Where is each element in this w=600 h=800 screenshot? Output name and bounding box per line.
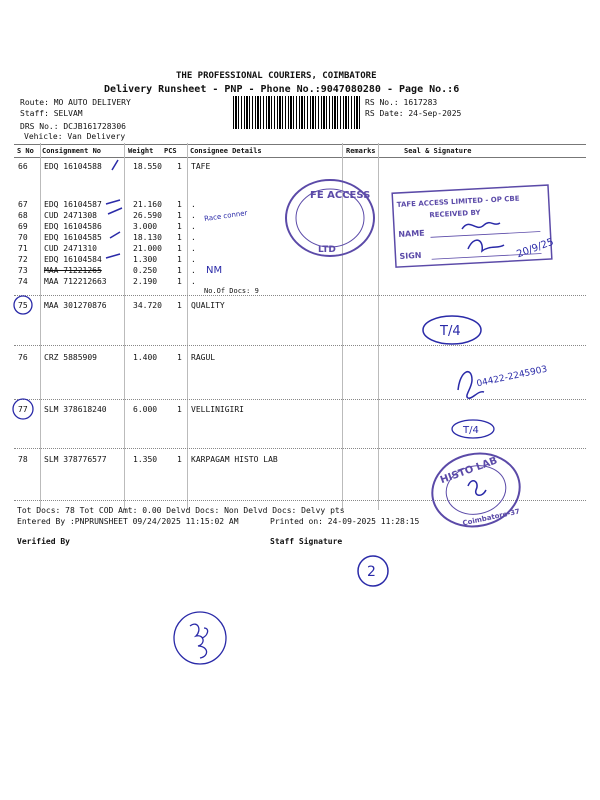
row-weight: 0.250 (133, 266, 158, 275)
barcode (233, 96, 361, 129)
row-pcs: 1 (177, 233, 182, 242)
row-pcs: 1 (177, 455, 182, 464)
t4-mark-vellinigiri (450, 418, 496, 440)
handwritten-date-signature: 20/9/25 (515, 236, 556, 261)
col-divider (187, 143, 188, 510)
row-consignment: SLM 378618240 (44, 405, 107, 414)
row-weight: 1.400 (133, 353, 158, 362)
histo-lab-text: HISTO LAB (438, 455, 499, 487)
group-doc-count: No.Of Docs: 9 (204, 287, 259, 295)
rs-date: RS Date: 24-Sep-2025 (365, 109, 462, 118)
row-weight: 18.550 (133, 162, 162, 171)
row-pcs: 1 (177, 353, 182, 362)
tafe-stamp-name: NAME (398, 228, 425, 239)
ltd-text: LTD (318, 245, 336, 255)
col-divider (40, 143, 41, 510)
tick-marks (100, 158, 140, 288)
row-consignee: . (191, 255, 196, 264)
row-sno: 70 (18, 233, 28, 242)
row-consignee: VELLINIGIRI (191, 405, 244, 414)
row-weight: 2.190 (133, 277, 158, 286)
staff-label: Staff: SELVAM (20, 109, 83, 118)
handwritten-note: Race conner (203, 209, 248, 223)
col-weight: Weight (128, 147, 154, 155)
row-consignment: EDQ 16104585 (44, 233, 102, 242)
row-sno: 73 (18, 266, 28, 275)
row-pcs: 1 (177, 266, 182, 275)
header-rule-top (14, 144, 586, 145)
row-pcs: 1 (177, 222, 182, 231)
row-sno: 74 (18, 277, 28, 286)
row-sno: 77 (18, 405, 28, 414)
fe-access-text: FE ACCESS (310, 190, 371, 201)
t4-text: T/4 (463, 425, 479, 436)
rs-number: RS No.: 1617283 (365, 98, 438, 107)
histo-lab-stamp (428, 450, 524, 530)
row-divider (14, 399, 586, 400)
row-sno: 68 (18, 211, 28, 220)
row-pcs: 1 (177, 200, 182, 209)
row-consignment: CRZ 5885909 (44, 353, 97, 362)
tafe-stamp-line1: TAFE ACCESS LIMITED - OP CBE (396, 194, 520, 210)
row-consignee: . (191, 222, 196, 231)
row-weight: 18.130 (133, 233, 162, 242)
printed-on: Printed on: 24-09-2025 11:28:15 (270, 517, 420, 526)
row-consignment: EDQ 16104587 (44, 200, 102, 209)
row-pcs: 1 (177, 277, 182, 286)
col-seal: Seal & Signature (404, 147, 472, 155)
circle-row-77 (11, 397, 35, 421)
route-label: Route: MO AUTO DELIVERY (20, 98, 131, 107)
verified-by-scribble (170, 608, 230, 668)
row-consignment: MAA 301270876 (44, 301, 107, 310)
row-consignment: EDQ 16104584 (44, 255, 102, 264)
col-remarks: Remarks (346, 147, 376, 155)
circle-row-75 (12, 294, 34, 316)
row-consignee: KARPAGAM HISTO LAB (191, 455, 278, 464)
row-weight: 1.350 (133, 455, 158, 464)
row-consignee: . (191, 233, 196, 242)
histo-city-text: Coimbatore-37 (461, 507, 521, 528)
row-weight: 3.000 (133, 222, 158, 231)
row-weight: 1.300 (133, 255, 158, 264)
row-consignment: MAA 712212663 (44, 277, 107, 286)
row-consignee: TAFE (191, 162, 211, 171)
handwritten-phone: 04422-2245903 (475, 364, 549, 390)
col-consignee: Consignee Details (190, 147, 262, 155)
row-consignee: . (191, 200, 196, 209)
row-consignee: RAGUL (191, 353, 216, 362)
row-consignment: EDQ 16104588 (44, 162, 102, 171)
row-consignment: CUD 2471308 (44, 211, 97, 220)
row-weight: 21.000 (133, 244, 162, 253)
fe-access-stamp (282, 176, 378, 260)
col-divider (378, 143, 379, 510)
verified-by: Verified By (17, 537, 70, 546)
row-consignment: SLM 378776577 (44, 455, 107, 464)
row-sno: 76 (18, 353, 28, 362)
row-pcs: 1 (177, 211, 182, 220)
t4-text: T/4 (440, 324, 461, 339)
row-consignee: . (191, 211, 196, 220)
row-divider (14, 448, 586, 449)
row-sno: 71 (18, 244, 28, 253)
row-consignee: . (191, 244, 196, 253)
row-pcs: 1 (177, 301, 182, 310)
handwritten-mark-nm: NM (206, 265, 223, 276)
row-pcs: 1 (177, 255, 182, 264)
entered-by: Entered By :PNPRUNSHEET 09/24/2025 11:15:02 AM (17, 517, 239, 526)
circle-2-text: 2 (367, 564, 376, 580)
col-sno: S No (17, 147, 34, 155)
row-divider (14, 345, 586, 346)
tafe-received-stamp (390, 183, 558, 269)
row-divider (14, 295, 586, 296)
row-sno: 75 (18, 301, 28, 310)
row-consignment: CUD 2471310 (44, 244, 97, 253)
staff-signature-mark (355, 553, 391, 589)
row-pcs: 1 (177, 244, 182, 253)
drs-number: DRS No.: DCJB161728306 (20, 122, 126, 131)
row-sno: 72 (18, 255, 28, 264)
staff-signature: Staff Signature (270, 537, 343, 546)
row-pcs: 1 (177, 405, 182, 414)
row-consignment: EDQ 16104586 (44, 222, 102, 231)
row-weight: 26.590 (133, 211, 162, 220)
row-consignment: MAA 71221265 (44, 266, 102, 275)
row-consignee: . (191, 277, 196, 286)
row-sno: 67 (18, 200, 28, 209)
row-pcs: 1 (177, 162, 182, 171)
company-title: THE PROFESSIONAL COURIERS, COIMBATORE (176, 71, 377, 81)
row-sno: 78 (18, 455, 28, 464)
row-weight: 21.160 (133, 200, 162, 209)
col-consignment: Consignment No (42, 147, 102, 155)
vehicle-label: Vehicle: Van Delivery (24, 132, 126, 141)
runsheet-title: Delivery Runsheet - PNP - Phone No.:9047080280 - Page No.:6 (104, 84, 460, 95)
col-pcs: PCS (164, 147, 177, 155)
row-sno: 69 (18, 222, 28, 231)
tafe-stamp-sign: SIGN (399, 250, 422, 261)
tafe-stamp-line2: RECEIVED BY (429, 208, 481, 220)
totals-line: Tot Docs: 78 Tot COD Amt: 0.00 Delvd Docs: Non Delvd Docs: Delvy pts (17, 506, 345, 515)
row-weight: 34.720 (133, 301, 162, 310)
t4-mark-quality (420, 313, 484, 347)
row-weight: 6.000 (133, 405, 158, 414)
row-consignee: . (191, 266, 196, 275)
row-consignee: QUALITY (191, 301, 225, 310)
row-sno: 66 (18, 162, 28, 171)
